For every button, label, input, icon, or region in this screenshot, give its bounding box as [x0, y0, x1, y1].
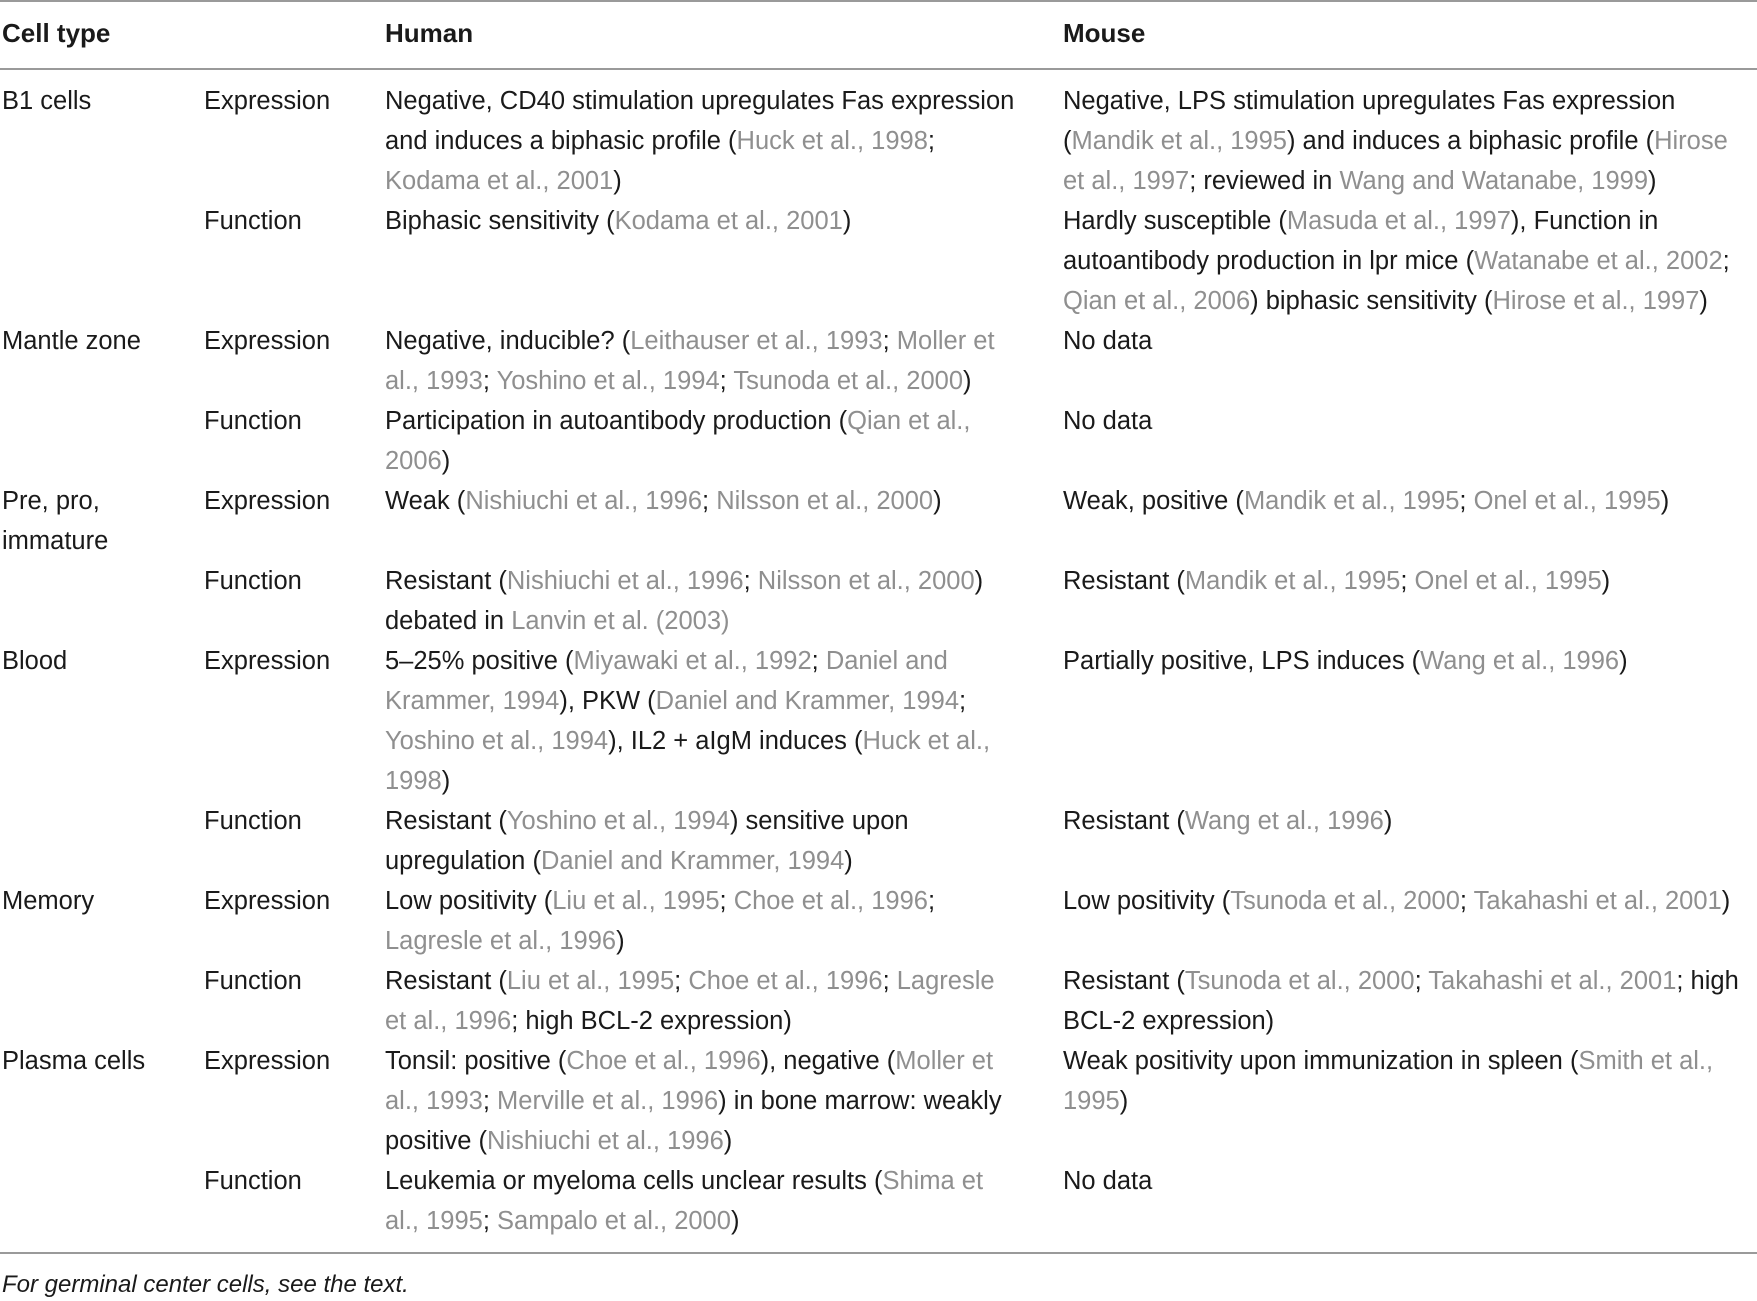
citation-ref: Tsunoda et al., 2000 — [1230, 887, 1460, 915]
mouse-cell — [1063, 481, 1753, 521]
header-cell-type: Cell type — [2, 18, 111, 48]
citation-ref: Daniel and Krammer, 1994 — [540, 847, 845, 875]
cell-text: ) — [613, 167, 622, 195]
cell-type-label: Mantle zone — [2, 327, 141, 355]
cell-text: No data — [1063, 1167, 1153, 1195]
citation-ref: Mandik et al., 1995 — [1184, 567, 1401, 595]
cell-text: ) — [1721, 887, 1731, 915]
cell-text: ; — [1459, 487, 1474, 515]
citation-ref: Onel et al., 1995 — [1473, 487, 1661, 515]
citation-ref: Huck et al., 1998 — [736, 127, 928, 155]
citation-ref: Nishiuchi et al., 1996 — [506, 567, 744, 595]
citation-ref: Smith et al., 1995 — [1063, 1047, 1714, 1115]
cell-text: ) — [1601, 567, 1611, 595]
cell-text: Resistant ( — [1063, 807, 1185, 835]
human-cell — [385, 881, 1015, 961]
cell-text: Negative, inducible? ( — [385, 327, 631, 355]
property-label: Expression — [204, 887, 331, 915]
citation-ref: Moller et al., 1993 — [385, 1047, 994, 1115]
human-cell — [385, 401, 1015, 481]
cell-type-label: Plasma cells — [2, 1047, 146, 1075]
human-cell — [385, 201, 1015, 241]
cell-text: ) — [723, 1127, 733, 1155]
mouse-cell — [1063, 961, 1753, 1041]
cell-text: ; — [811, 647, 826, 675]
citation-ref: Qian et al., 2006 — [385, 407, 971, 475]
mouse-cell — [1063, 881, 1753, 921]
citation-ref: Miyawaki et al., 1992 — [573, 647, 812, 675]
human-cell — [385, 801, 1015, 881]
citation-ref: Kodama et al., 2001 — [614, 207, 843, 235]
cell-text: ; — [719, 367, 734, 395]
cell-text: ) — [842, 207, 852, 235]
cell-text: ) — [441, 767, 451, 795]
cell-text: ; high BCL-2 expression) — [511, 1007, 792, 1035]
cell-text: ) — [1383, 807, 1393, 835]
cell-text: Low positivity ( — [1063, 887, 1231, 915]
cell-text: ) — [963, 367, 972, 395]
citation-ref: Masuda et al., 1997 — [1286, 207, 1511, 235]
cell-text: ; high BCL-2 expression) — [1063, 967, 1739, 1035]
citation-ref: Takahashi et al., 2001 — [1428, 967, 1677, 995]
citation-ref: Lanvin et al. (2003) — [511, 607, 730, 635]
citation-ref: Sampalo et al., 2000 — [497, 1207, 731, 1235]
property-label: Expression — [204, 647, 331, 675]
cell-text: ; — [719, 887, 734, 915]
cell-text: ) — [933, 487, 942, 515]
citation-ref: Onel et al., 1995 — [1414, 567, 1602, 595]
cell-text: Resistant ( — [385, 567, 507, 595]
cell-text: Low positivity ( — [385, 887, 553, 915]
table-footnote: For germinal center cells, see the text. — [2, 1271, 409, 1298]
citation-ref: Tsunoda et al., 2000 — [1184, 967, 1415, 995]
mouse-cell — [1063, 641, 1753, 681]
citation-ref: Wang et al., 1996 — [1420, 647, 1620, 675]
citation-ref: Watanabe et al., 2002 — [1474, 247, 1723, 275]
cell-text: No data — [1063, 407, 1153, 435]
cell-text: Weak, positive ( — [1063, 487, 1244, 515]
cell-text: ) — [1119, 1087, 1129, 1115]
cell-text: ; — [743, 567, 758, 595]
cell-text: ; — [882, 327, 897, 355]
cell-text: Partially positive, LPS induces ( — [1063, 647, 1421, 675]
citation-ref: Mandik et al., 1995 — [1243, 487, 1460, 515]
cell-text: ), IL2 + aIgM induces ( — [608, 727, 863, 755]
property-label: Function — [204, 807, 302, 835]
citation-ref: Merville et al., 1996 — [497, 1087, 719, 1115]
property-label: Function — [204, 407, 302, 435]
header-rule — [0, 68, 1757, 70]
cell-text: Weak positivity upon immunization in spleen ( — [1063, 1047, 1579, 1075]
cell-text: ) sensitive upon upregulation ( — [385, 807, 909, 875]
citation-ref: Choe et al., 1996 — [688, 967, 883, 995]
cell-text: Leukemia or myeloma cells unclear results ( — [385, 1167, 883, 1195]
citation-ref: Qian et al., 2006 — [1063, 287, 1251, 315]
citation-ref: Choe et al., 1996 — [733, 887, 928, 915]
cell-text: ; — [959, 687, 967, 715]
cell-text: ) biphasic sensitivity ( — [1250, 287, 1493, 315]
cell-text: Participation in autoantibody production ( — [385, 407, 848, 435]
citation-ref: Kodama et al., 2001 — [385, 167, 614, 195]
cell-text: Weak ( — [385, 487, 466, 515]
human-cell — [385, 481, 1015, 521]
cell-text: Resistant ( — [1063, 567, 1185, 595]
cell-text: ; — [927, 127, 936, 155]
citation-ref: Daniel and Krammer, 1994 — [655, 687, 960, 715]
cell-text: Negative, CD40 stimulation upregulates Fas expression and induces a biphasic profile ( — [385, 87, 1015, 155]
cell-text: No data — [1063, 327, 1153, 355]
citation-ref: Mandik et al., 1995 — [1071, 127, 1287, 155]
cell-text: Resistant ( — [1063, 967, 1185, 995]
human-cell — [385, 321, 1015, 401]
cell-text: ) and induces a biphasic profile ( — [1286, 127, 1655, 155]
citation-ref: Leithauser et al., 1993 — [630, 327, 883, 355]
citation-ref: Nishiuchi et al., 1996 — [465, 487, 703, 515]
cell-text: ; — [1414, 967, 1429, 995]
citation-ref: Shima et al., 1995 — [385, 1167, 984, 1235]
citation-ref: Yoshino et al., 1994 — [385, 727, 609, 755]
cell-text: ; — [482, 1087, 498, 1115]
citation-ref: Wang et al., 1996 — [1184, 807, 1384, 835]
cell-text: ) — [1660, 487, 1670, 515]
mouse-cell — [1063, 1161, 1753, 1201]
citation-ref: Nishiuchi et al., 1996 — [487, 1127, 724, 1155]
human-cell — [385, 1161, 1015, 1241]
cell-text: ; reviewed in — [1189, 167, 1340, 195]
citation-ref: Lagresle et al., 1996 — [385, 927, 617, 955]
cell-text: ; — [1459, 887, 1474, 915]
mouse-cell — [1063, 81, 1753, 201]
table-bottom-rule — [0, 1252, 1757, 1254]
mouse-cell — [1063, 401, 1753, 441]
citation-ref: Lagresle et al., 1996 — [385, 967, 995, 1035]
citation-ref: Nilsson et al., 2000 — [757, 567, 975, 595]
citation-ref: Wang and Watanabe, 1999 — [1339, 167, 1649, 195]
human-cell — [385, 1041, 1015, 1161]
cell-text: ) — [616, 927, 625, 955]
property-label: Expression — [204, 487, 331, 515]
citation-ref: Liu et al., 1995 — [552, 887, 720, 915]
citation-ref: Nilsson et al., 2000 — [716, 487, 934, 515]
citation-ref: Hirose et al., 1997 — [1063, 127, 1728, 195]
property-label: Expression — [204, 1047, 331, 1075]
mouse-cell — [1063, 321, 1753, 361]
cell-text: ) — [1648, 167, 1657, 195]
property-label: Function — [204, 567, 302, 595]
cell-text: Negative, LPS stimulation upregulates Fas expression ( — [1063, 87, 1676, 155]
citation-ref: Yoshino et al., 1994 — [506, 807, 730, 835]
cell-text: ; — [927, 887, 936, 915]
property-label: Expression — [204, 327, 331, 355]
cell-text: ) in bone marrow: weakly positive ( — [385, 1087, 1002, 1155]
property-label: Function — [204, 207, 302, 235]
cell-text: ), PKW ( — [559, 687, 656, 715]
citation-ref: Liu et al., 1995 — [506, 967, 675, 995]
cell-type-label: Memory — [2, 887, 95, 915]
cell-type-label: B1 cells — [2, 87, 92, 115]
header-mouse: Mouse — [1063, 18, 1146, 48]
cell-text: Resistant ( — [385, 807, 507, 835]
cell-text: ; — [882, 967, 897, 995]
citation-ref: Yoshino et al., 1994 — [496, 367, 720, 395]
cell-text: ; — [1722, 247, 1730, 275]
cell-text: ; — [482, 1207, 498, 1235]
citation-ref: Takahashi et al., 2001 — [1473, 887, 1722, 915]
cell-text: Tonsil: positive ( — [385, 1047, 567, 1075]
human-cell — [385, 641, 1015, 801]
property-label: Function — [204, 967, 302, 995]
cell-text: 5–25% positive ( — [385, 647, 574, 675]
citation-ref: Tsunoda et al., 2000 — [733, 367, 964, 395]
cell-text: ; — [702, 487, 717, 515]
cell-text: ) debated in — [385, 567, 984, 635]
property-label: Function — [204, 1167, 302, 1195]
human-cell — [385, 561, 1015, 641]
cell-text: ), negative ( — [760, 1047, 896, 1075]
mouse-cell — [1063, 201, 1753, 321]
cell-text: ) — [730, 1207, 740, 1235]
human-cell — [385, 961, 1015, 1041]
cell-text: Biphasic sensitivity ( — [385, 207, 615, 235]
cell-text: ) — [844, 847, 853, 875]
citation-ref: Choe et al., 1996 — [566, 1047, 761, 1075]
table-top-rule — [0, 0, 1757, 2]
cell-text: ), Function in autoantibody production in lpr mice ( — [1063, 207, 1659, 275]
human-cell — [385, 81, 1015, 201]
citation-ref: Moller et al., 1993 — [385, 327, 995, 395]
citation-ref: Daniel and Krammer, 1994 — [385, 647, 948, 715]
cell-type-label: Blood — [2, 647, 68, 675]
cell-text: ) — [1699, 287, 1708, 315]
cell-text: Resistant ( — [385, 967, 507, 995]
cell-text: ) — [441, 447, 451, 475]
citation-ref: Huck et al., 1998 — [385, 727, 991, 795]
mouse-cell — [1063, 561, 1753, 601]
citation-ref: Hirose et al., 1997 — [1492, 287, 1700, 315]
cell-text: ; — [674, 967, 689, 995]
property-label: Expression — [204, 87, 331, 115]
cell-text: ; — [482, 367, 497, 395]
cell-text: ; — [1400, 567, 1415, 595]
mouse-cell — [1063, 1041, 1753, 1121]
mouse-cell — [1063, 801, 1753, 841]
cell-type-label: Pre, pro, immature — [2, 487, 109, 555]
cell-text: ) — [1619, 647, 1628, 675]
cell-text: Hardly susceptible ( — [1063, 207, 1287, 235]
header-human: Human — [385, 18, 474, 48]
